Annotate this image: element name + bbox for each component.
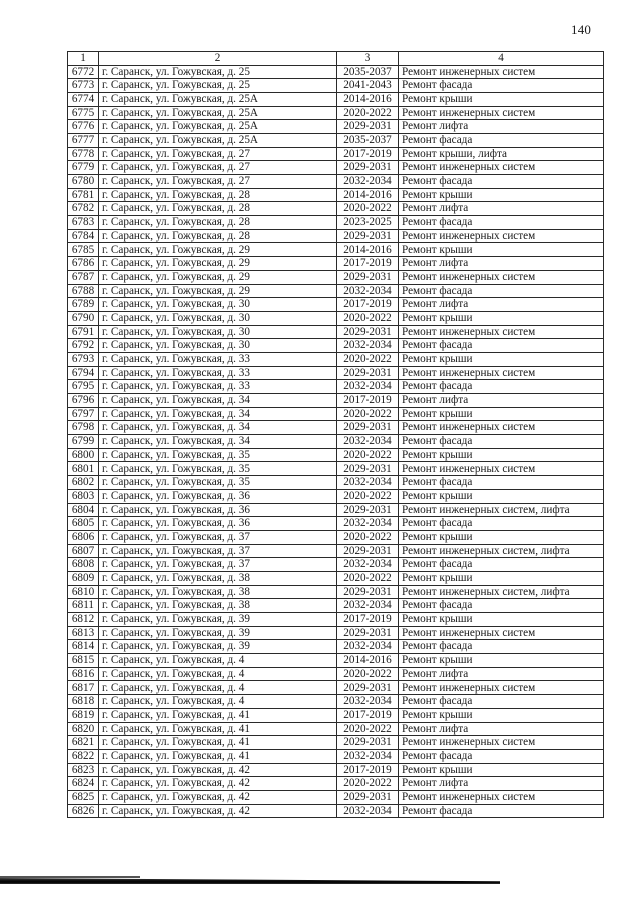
address-cell: г. Саранск, ул. Гожувская, д. 27 [99, 175, 337, 189]
table-row [68, 462, 604, 476]
address-cell: г. Саранск, ул. Гожувская, д. 27 [99, 147, 337, 161]
row-number-cell: 6814 [68, 640, 99, 654]
row-number-cell: 6777 [68, 133, 99, 147]
work-type-cell: Ремонт крыши [399, 243, 604, 257]
table-row [68, 599, 604, 613]
row-number-cell: 6822 [68, 749, 99, 763]
row-number-cell: 6792 [68, 339, 99, 353]
period-cell: 2041-2043 [337, 79, 399, 93]
row-number-cell: 6774 [68, 92, 99, 106]
period-cell: 2020-2022 [337, 311, 399, 325]
period-cell: 2014-2016 [337, 654, 399, 668]
scan-edge-bar [0, 878, 500, 884]
period-cell: 2020-2022 [337, 106, 399, 120]
table-row [68, 476, 604, 490]
row-number-cell: 6819 [68, 708, 99, 722]
table-row [68, 257, 604, 271]
row-number-cell: 6825 [68, 790, 99, 804]
table-row [68, 640, 604, 654]
work-type-cell: Ремонт инженерных систем [399, 681, 604, 695]
work-type-cell: Ремонт крыши [399, 188, 604, 202]
address-cell: г. Саранск, ул. Гожувская, д. 28 [99, 202, 337, 216]
work-type-cell: Ремонт инженерных систем, лифта [399, 544, 604, 558]
address-cell: г. Саранск, ул. Гожувская, д. 33 [99, 380, 337, 394]
address-cell: г. Саранск, ул. Гожувская, д. 28 [99, 216, 337, 230]
period-cell: 2032-2034 [337, 640, 399, 654]
period-cell: 2020-2022 [337, 777, 399, 791]
table-row [68, 503, 604, 517]
table-row [68, 407, 604, 421]
table-row [68, 380, 604, 394]
row-number-cell: 6791 [68, 325, 99, 339]
work-type-cell: Ремонт инженерных систем [399, 325, 604, 339]
address-cell: г. Саранск, ул. Гожувская, д. 30 [99, 325, 337, 339]
work-type-cell: Ремонт фасада [399, 435, 604, 449]
table-row [68, 654, 604, 668]
address-cell: г. Саранск, ул. Гожувская, д. 34 [99, 407, 337, 421]
address-cell: г. Саранск, ул. Гожувская, д. 34 [99, 435, 337, 449]
table-row [68, 517, 604, 531]
row-number-cell: 6780 [68, 175, 99, 189]
table-row [68, 681, 604, 695]
work-type-cell: Ремонт фасада [399, 284, 604, 298]
table-row [68, 65, 604, 79]
period-cell: 2017-2019 [337, 708, 399, 722]
work-type-cell: Ремонт инженерных систем [399, 421, 604, 435]
address-cell: г. Саранск, ул. Гожувская, д. 41 [99, 722, 337, 736]
work-type-cell: Ремонт крыши [399, 407, 604, 421]
period-cell: 2032-2034 [337, 599, 399, 613]
table-row [68, 339, 604, 353]
period-cell: 2032-2034 [337, 749, 399, 763]
table-row [68, 421, 604, 435]
period-cell: 2020-2022 [337, 407, 399, 421]
table-row [68, 216, 604, 230]
period-cell: 2035-2037 [337, 133, 399, 147]
row-number-cell: 6797 [68, 407, 99, 421]
period-cell: 2020-2022 [337, 722, 399, 736]
period-cell: 2029-2031 [337, 270, 399, 284]
row-number-cell: 6811 [68, 599, 99, 613]
work-type-cell: Ремонт инженерных систем [399, 790, 604, 804]
period-cell: 2032-2034 [337, 339, 399, 353]
work-type-cell: Ремонт лифта [399, 120, 604, 134]
table-row [68, 763, 604, 777]
work-type-cell: Ремонт крыши [399, 613, 604, 627]
table-row [68, 229, 604, 243]
table-header-row [68, 52, 604, 66]
table-row [68, 243, 604, 257]
work-type-cell: Ремонт лифта [399, 257, 604, 271]
address-cell: г. Саранск, ул. Гожувская, д. 34 [99, 421, 337, 435]
table-row [68, 202, 604, 216]
work-type-cell: Ремонт фасада [399, 175, 604, 189]
table-row [68, 284, 604, 298]
address-cell: г. Саранск, ул. Гожувская, д. 42 [99, 790, 337, 804]
period-cell: 2020-2022 [337, 448, 399, 462]
address-cell: г. Саранск, ул. Гожувская, д. 29 [99, 270, 337, 284]
table-row [68, 147, 604, 161]
period-cell: 2035-2037 [337, 65, 399, 79]
row-number-cell: 6788 [68, 284, 99, 298]
row-number-cell: 6806 [68, 530, 99, 544]
address-cell: г. Саранск, ул. Гожувская, д. 4 [99, 695, 337, 709]
period-cell: 2020-2022 [337, 202, 399, 216]
address-cell: г. Саранск, ул. Гожувская, д. 37 [99, 558, 337, 572]
row-number-cell: 6805 [68, 517, 99, 531]
row-number-cell: 6807 [68, 544, 99, 558]
address-cell: г. Саранск, ул. Гожувская, д. 25 [99, 65, 337, 79]
table-row [68, 352, 604, 366]
table-row [68, 366, 604, 380]
address-cell: г. Саранск, ул. Гожувская, д. 41 [99, 749, 337, 763]
address-cell: г. Саранск, ул. Гожувская, д. 25А [99, 133, 337, 147]
work-type-cell: Ремонт фасада [399, 640, 604, 654]
row-number-cell: 6812 [68, 613, 99, 627]
work-type-cell: Ремонт инженерных систем [399, 626, 604, 640]
table-row [68, 394, 604, 408]
work-type-cell: Ремонт фасада [399, 339, 604, 353]
address-cell: г. Саранск, ул. Гожувская, д. 30 [99, 339, 337, 353]
period-cell: 2032-2034 [337, 558, 399, 572]
table-row [68, 544, 604, 558]
work-type-cell: Ремонт инженерных систем [399, 161, 604, 175]
work-type-cell: Ремонт лифта [399, 298, 604, 312]
row-number-cell: 6804 [68, 503, 99, 517]
table-row [68, 571, 604, 585]
row-number-cell: 6783 [68, 216, 99, 230]
period-cell: 2029-2031 [337, 366, 399, 380]
row-number-cell: 6816 [68, 667, 99, 681]
row-number-cell: 6815 [68, 654, 99, 668]
period-cell: 2032-2034 [337, 380, 399, 394]
address-cell: г. Саранск, ул. Гожувская, д. 30 [99, 311, 337, 325]
work-type-cell: Ремонт крыши [399, 92, 604, 106]
work-type-cell: Ремонт фасада [399, 558, 604, 572]
work-type-cell: Ремонт фасада [399, 476, 604, 490]
period-cell: 2032-2034 [337, 517, 399, 531]
period-cell: 2029-2031 [337, 229, 399, 243]
table-row [68, 749, 604, 763]
row-number-cell: 6789 [68, 298, 99, 312]
work-type-cell: Ремонт лифта [399, 722, 604, 736]
period-cell: 2029-2031 [337, 544, 399, 558]
period-cell: 2014-2016 [337, 188, 399, 202]
table-row [68, 667, 604, 681]
row-number-cell: 6813 [68, 626, 99, 640]
row-number-cell: 6798 [68, 421, 99, 435]
work-type-cell: Ремонт крыши [399, 448, 604, 462]
work-type-cell: Ремонт крыши [399, 654, 604, 668]
row-number-cell: 6808 [68, 558, 99, 572]
address-cell: г. Саранск, ул. Гожувская, д. 29 [99, 243, 337, 257]
header-col-work-type: 4 [399, 52, 604, 66]
period-cell: 2014-2016 [337, 243, 399, 257]
row-number-cell: 6790 [68, 311, 99, 325]
address-cell: г. Саранск, ул. Гожувская, д. 35 [99, 448, 337, 462]
address-cell: г. Саранск, ул. Гожувская, д. 33 [99, 352, 337, 366]
row-number-cell: 6817 [68, 681, 99, 695]
row-number-cell: 6802 [68, 476, 99, 490]
period-cell: 2017-2019 [337, 298, 399, 312]
address-cell: г. Саранск, ул. Гожувская, д. 36 [99, 489, 337, 503]
period-cell: 2032-2034 [337, 695, 399, 709]
page-number: 140 [571, 22, 592, 37]
address-cell: г. Саранск, ул. Гожувская, д. 39 [99, 613, 337, 627]
table-row [68, 270, 604, 284]
address-cell: г. Саранск, ул. Гожувская, д. 37 [99, 544, 337, 558]
address-cell: г. Саранск, ул. Гожувская, д. 35 [99, 462, 337, 476]
table-row [68, 92, 604, 106]
address-cell: г. Саранск, ул. Гожувская, д. 30 [99, 298, 337, 312]
address-cell: г. Саранск, ул. Гожувская, д. 25А [99, 120, 337, 134]
period-cell: 2017-2019 [337, 394, 399, 408]
period-cell: 2029-2031 [337, 736, 399, 750]
period-cell: 2029-2031 [337, 421, 399, 435]
work-type-cell: Ремонт фасада [399, 79, 604, 93]
table-row [68, 736, 604, 750]
work-type-cell: Ремонт фасада [399, 599, 604, 613]
row-number-cell: 6795 [68, 380, 99, 394]
period-cell: 2029-2031 [337, 325, 399, 339]
address-cell: г. Саранск, ул. Гожувская, д. 4 [99, 681, 337, 695]
row-number-cell: 6821 [68, 736, 99, 750]
work-type-cell: Ремонт инженерных систем [399, 65, 604, 79]
row-number-cell: 6781 [68, 188, 99, 202]
period-cell: 2017-2019 [337, 763, 399, 777]
address-cell: г. Саранск, ул. Гожувская, д. 4 [99, 667, 337, 681]
row-number-cell: 6800 [68, 448, 99, 462]
work-type-cell: Ремонт лифта [399, 202, 604, 216]
work-type-cell: Ремонт фасада [399, 695, 604, 709]
row-number-cell: 6809 [68, 571, 99, 585]
address-cell: г. Саранск, ул. Гожувская, д. 25 [99, 79, 337, 93]
work-type-cell: Ремонт фасада [399, 749, 604, 763]
work-type-cell: Ремонт крыши [399, 763, 604, 777]
table-row [68, 435, 604, 449]
address-cell: г. Саранск, ул. Гожувская, д. 25А [99, 106, 337, 120]
table-row [68, 804, 604, 818]
period-cell: 2029-2031 [337, 503, 399, 517]
address-cell: г. Саранск, ул. Гожувская, д. 42 [99, 804, 337, 818]
row-number-cell: 6776 [68, 120, 99, 134]
period-cell: 2029-2031 [337, 120, 399, 134]
work-type-cell: Ремонт крыши, лифта [399, 147, 604, 161]
period-cell: 2032-2034 [337, 804, 399, 818]
period-cell: 2020-2022 [337, 530, 399, 544]
period-cell: 2029-2031 [337, 626, 399, 640]
header-col-period: 3 [337, 52, 399, 66]
table-row [68, 626, 604, 640]
table-row [68, 298, 604, 312]
table-row [68, 695, 604, 709]
work-type-cell: Ремонт фасада [399, 133, 604, 147]
row-number-cell: 6824 [68, 777, 99, 791]
address-cell: г. Саранск, ул. Гожувская, д. 41 [99, 736, 337, 750]
row-number-cell: 6782 [68, 202, 99, 216]
period-cell: 2029-2031 [337, 585, 399, 599]
table-row [68, 613, 604, 627]
period-cell: 2029-2031 [337, 161, 399, 175]
work-type-cell: Ремонт лифта [399, 394, 604, 408]
row-number-cell: 6784 [68, 229, 99, 243]
table-row [68, 79, 604, 93]
scan-edge-line [0, 876, 140, 878]
address-cell: г. Саранск, ул. Гожувская, д. 39 [99, 640, 337, 654]
period-cell: 2029-2031 [337, 462, 399, 476]
address-cell: г. Саранск, ул. Гожувская, д. 38 [99, 571, 337, 585]
address-cell: г. Саранск, ул. Гожувская, д. 34 [99, 394, 337, 408]
period-cell: 2029-2031 [337, 681, 399, 695]
address-cell: г. Саранск, ул. Гожувская, д. 29 [99, 284, 337, 298]
row-number-cell: 6818 [68, 695, 99, 709]
row-number-cell: 6794 [68, 366, 99, 380]
period-cell: 2032-2034 [337, 435, 399, 449]
period-cell: 2029-2031 [337, 790, 399, 804]
address-cell: г. Саранск, ул. Гожувская, д. 41 [99, 708, 337, 722]
work-type-cell: Ремонт фасада [399, 804, 604, 818]
period-cell: 2020-2022 [337, 571, 399, 585]
period-cell: 2023-2025 [337, 216, 399, 230]
registry-table [67, 51, 604, 818]
work-type-cell: Ремонт инженерных систем [399, 270, 604, 284]
row-number-cell: 6801 [68, 462, 99, 476]
row-number-cell: 6799 [68, 435, 99, 449]
address-cell: г. Саранск, ул. Гожувская, д. 36 [99, 503, 337, 517]
table-row [68, 175, 604, 189]
address-cell: г. Саранск, ул. Гожувская, д. 4 [99, 654, 337, 668]
address-cell: г. Саранск, ул. Гожувская, д. 28 [99, 188, 337, 202]
header-col-address: 2 [99, 52, 337, 66]
work-type-cell: Ремонт крыши [399, 530, 604, 544]
address-cell: г. Саранск, ул. Гожувская, д. 42 [99, 777, 337, 791]
address-cell: г. Саранск, ул. Гожувская, д. 27 [99, 161, 337, 175]
table-row [68, 790, 604, 804]
period-cell: 2017-2019 [337, 147, 399, 161]
work-type-cell: Ремонт инженерных систем [399, 736, 604, 750]
work-type-cell: Ремонт фасада [399, 517, 604, 531]
period-cell: 2020-2022 [337, 489, 399, 503]
work-type-cell: Ремонт инженерных систем [399, 229, 604, 243]
work-type-cell: Ремонт крыши [399, 489, 604, 503]
address-cell: г. Саранск, ул. Гожувская, д. 39 [99, 626, 337, 640]
address-cell: г. Саранск, ул. Гожувская, д. 25А [99, 92, 337, 106]
work-type-cell: Ремонт фасада [399, 216, 604, 230]
row-number-cell: 6796 [68, 394, 99, 408]
period-cell: 2020-2022 [337, 352, 399, 366]
work-type-cell: Ремонт лифта [399, 777, 604, 791]
row-number-cell: 6772 [68, 65, 99, 79]
table-row [68, 722, 604, 736]
table-row [68, 106, 604, 120]
work-type-cell: Ремонт крыши [399, 571, 604, 585]
row-number-cell: 6826 [68, 804, 99, 818]
period-cell: 2017-2019 [337, 613, 399, 627]
table-row [68, 161, 604, 175]
table-row [68, 708, 604, 722]
period-cell: 2014-2016 [337, 92, 399, 106]
work-type-cell: Ремонт крыши [399, 708, 604, 722]
row-number-cell: 6773 [68, 79, 99, 93]
table-row [68, 489, 604, 503]
table-row [68, 585, 604, 599]
row-number-cell: 6778 [68, 147, 99, 161]
table-body [68, 65, 604, 818]
table-row [68, 133, 604, 147]
work-type-cell: Ремонт крыши [399, 352, 604, 366]
work-type-cell: Ремонт лифта [399, 667, 604, 681]
address-cell: г. Саранск, ул. Гожувская, д. 37 [99, 530, 337, 544]
row-number-cell: 6787 [68, 270, 99, 284]
work-type-cell: Ремонт инженерных систем, лифта [399, 503, 604, 517]
table-row [68, 311, 604, 325]
table-row [68, 558, 604, 572]
header-col-number: 1 [68, 52, 99, 66]
row-number-cell: 6820 [68, 722, 99, 736]
row-number-cell: 6785 [68, 243, 99, 257]
address-cell: г. Саранск, ул. Гожувская, д. 38 [99, 599, 337, 613]
work-type-cell: Ремонт инженерных систем [399, 106, 604, 120]
address-cell: г. Саранск, ул. Гожувская, д. 35 [99, 476, 337, 490]
row-number-cell: 6803 [68, 489, 99, 503]
address-cell: г. Саранск, ул. Гожувская, д. 38 [99, 585, 337, 599]
row-number-cell: 6810 [68, 585, 99, 599]
work-type-cell: Ремонт инженерных систем [399, 366, 604, 380]
period-cell: 2032-2034 [337, 175, 399, 189]
row-number-cell: 6793 [68, 352, 99, 366]
period-cell: 2032-2034 [337, 476, 399, 490]
period-cell: 2017-2019 [337, 257, 399, 271]
table-row [68, 777, 604, 791]
address-cell: г. Саранск, ул. Гожувская, д. 33 [99, 366, 337, 380]
period-cell: 2032-2034 [337, 284, 399, 298]
table-row [68, 188, 604, 202]
table-row [68, 530, 604, 544]
address-cell: г. Саранск, ул. Гожувская, д. 29 [99, 257, 337, 271]
work-type-cell: Ремонт инженерных систем [399, 462, 604, 476]
address-cell: г. Саранск, ул. Гожувская, д. 28 [99, 229, 337, 243]
row-number-cell: 6786 [68, 257, 99, 271]
work-type-cell: Ремонт крыши [399, 311, 604, 325]
row-number-cell: 6775 [68, 106, 99, 120]
work-type-cell: Ремонт фасада [399, 380, 604, 394]
period-cell: 2020-2022 [337, 667, 399, 681]
table-row [68, 448, 604, 462]
address-cell: г. Саранск, ул. Гожувская, д. 42 [99, 763, 337, 777]
table-row [68, 120, 604, 134]
table-row [68, 325, 604, 339]
work-type-cell: Ремонт инженерных систем, лифта [399, 585, 604, 599]
address-cell: г. Саранск, ул. Гожувская, д. 36 [99, 517, 337, 531]
row-number-cell: 6779 [68, 161, 99, 175]
row-number-cell: 6823 [68, 763, 99, 777]
